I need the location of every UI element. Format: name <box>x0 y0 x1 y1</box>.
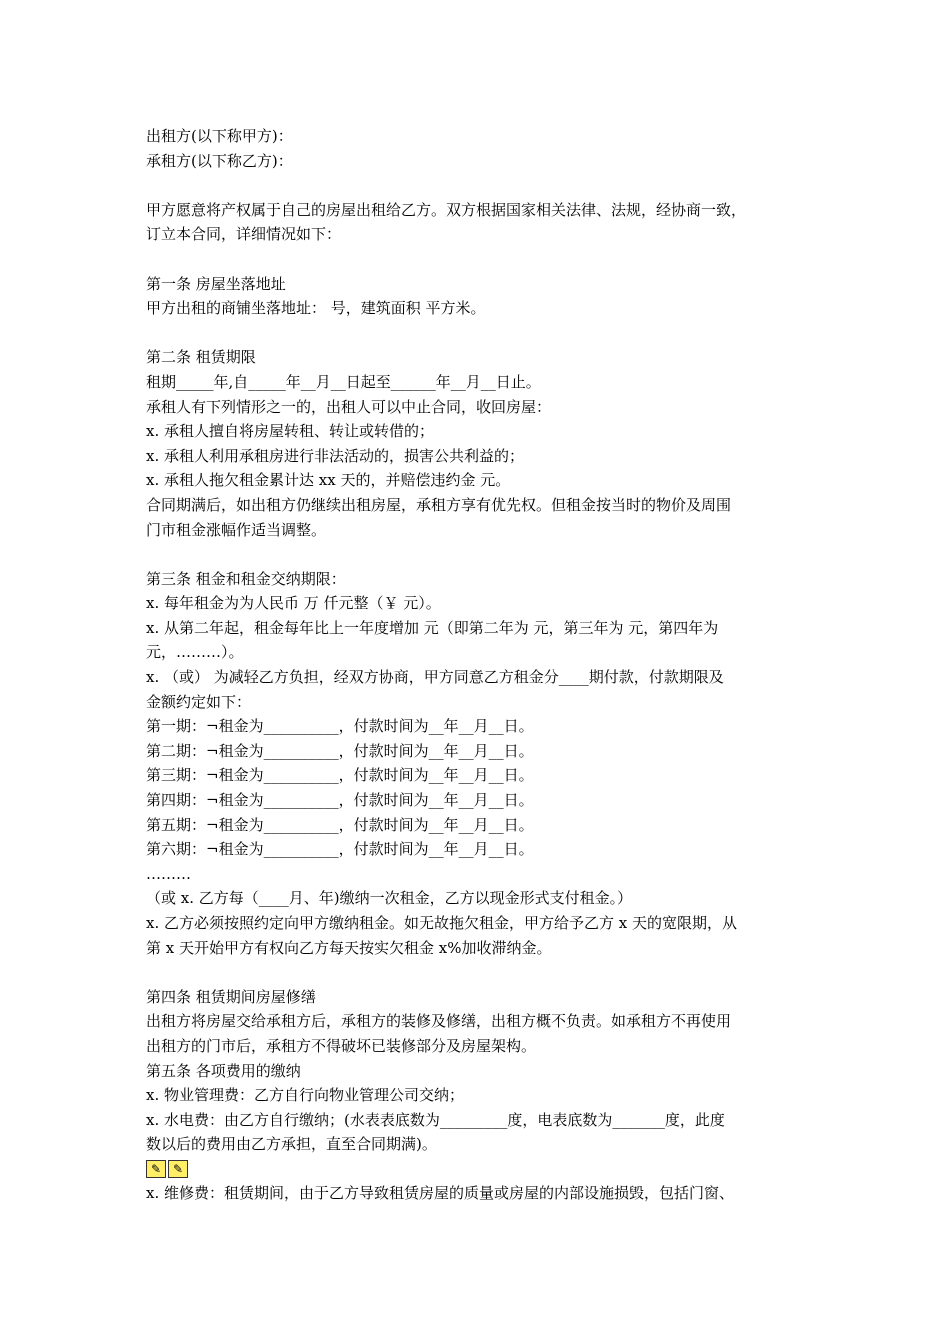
text-line: 合同期满后，如出租方仍继续出租房屋，承租方享有优先权。但租金按当时的物价及周围 <box>146 495 732 514</box>
document-icon: ✎ <box>146 1160 166 1178</box>
text-line: x. 乙方必须按照约定向甲方缴纳租金。如无故拖欠租金，甲方给予乙方 x 天的宽限期，从 <box>146 914 737 932</box>
text-line: 出租方(以下称甲方)： <box>146 127 293 145</box>
text-line: 第 x 天开始甲方有权向乙方每天按实欠租金 x%加收滞纳金。 <box>146 938 552 957</box>
text-line: x. 水电费：由乙方自行缴纳；(水表表底数为_________度，电表底数为_______度，此度 <box>146 1110 725 1129</box>
text-line: 承租方(以下称乙方)： <box>146 151 293 170</box>
text-line: x. 每年租金为为人民币 万 仟元整（￥ 元）。 <box>146 594 441 613</box>
text-line: x. 承租人拖欠租金累计达 xx 天的，并赔偿违约金 元。 <box>146 471 511 490</box>
paragraph-gap <box>146 960 812 985</box>
text-line: x. 承租人利用承租房进行非法活动的，损害公共利益的； <box>146 446 524 465</box>
text-line: 甲方出租的商铺坐落地址： 号，建筑面积 平方米。 <box>146 299 486 318</box>
text-line: 承租人有下列情形之一的，出租人可以中止合同，收回房屋： <box>146 397 552 416</box>
text-line: 出租方将房屋交给承租方后，承租方的装修及修缮，出租方概不负责。如承租方不再使用 <box>146 1012 732 1031</box>
text-line: 订立本合同，详细情况如下： <box>146 225 342 244</box>
text-line: 出租方的门市后，承租方不得破坏已装修部分及房屋架构。 <box>146 1036 537 1055</box>
document-icon: ✎ <box>168 1160 188 1178</box>
text-line: ……… <box>146 864 191 883</box>
text-line: 租期_____年,自_____年__月__日起至______年__月__日止。 <box>146 372 541 391</box>
document-body <box>146 124 812 1206</box>
text-line: 金额约定如下： <box>146 692 252 711</box>
text-line: 第一期：¬租金为__________，付款时间为__年__月__日。 <box>146 717 534 736</box>
text-line: x. （或） 为减轻乙方负担，经双方协商，甲方同意乙方租金分____期付款，付款期限及 <box>146 668 724 687</box>
text-line: 第五期：¬租金为__________，付款时间为__年__月__日。 <box>146 815 534 834</box>
text-line: x. 从第二年起，租金每年比上一年度增加 元（即第二年为 元，第三年为 元，第四年为 <box>146 618 719 637</box>
paragraph-gap <box>146 247 812 272</box>
text-line: 第三期：¬租金为__________，付款时间为__年__月__日。 <box>146 766 534 785</box>
text-line: 甲方愿意将产权属于自己的房屋出租给乙方。双方根据国家相关法律、法规，经协商一致， <box>146 200 747 219</box>
text-line: x. 承租人擅自将房屋转租、转让或转借的； <box>146 422 434 441</box>
text-line: x. 物业管理费：乙方自行向物业管理公司交纳； <box>146 1086 464 1105</box>
text-line: 第四条 租赁期间房屋修缮 <box>146 987 316 1006</box>
text-line: 第四期：¬租金为__________，付款时间为__年__月__日。 <box>146 791 534 810</box>
text-line: 第五条 各项费用的缴纳 <box>146 1061 301 1080</box>
text-line: 数以后的费用由乙方承担，直至合同期满)。 <box>146 1135 437 1154</box>
text-line: 第二条 租赁期限 <box>146 348 256 367</box>
paragraph-gap <box>146 542 812 567</box>
embedded-icons <box>146 1158 812 1180</box>
text-line: 门市租金涨幅作适当调整。 <box>146 520 327 539</box>
text-line: 第二期：¬租金为__________，付款时间为__年__月__日。 <box>146 741 534 760</box>
text-line: 第一条 房屋坐落地址 <box>146 274 286 293</box>
text-line: 元，………）。 <box>146 643 244 662</box>
paragraph-gap <box>146 321 812 346</box>
text-line: x. 维修费：租赁期间，由于乙方导致租赁房屋的质量或房屋的内部设施损毁，包括门窗、 <box>146 1183 734 1202</box>
text-line: 第三条 租金和租金交纳期限： <box>146 569 346 588</box>
text-line: 第六期：¬租金为__________，付款时间为__年__月__日。 <box>146 840 534 859</box>
text-line: （或 x. 乙方每（____月、年)缴纳一次租金，乙方以现金形式支付租金。） <box>146 889 633 908</box>
paragraph-gap <box>146 173 812 198</box>
